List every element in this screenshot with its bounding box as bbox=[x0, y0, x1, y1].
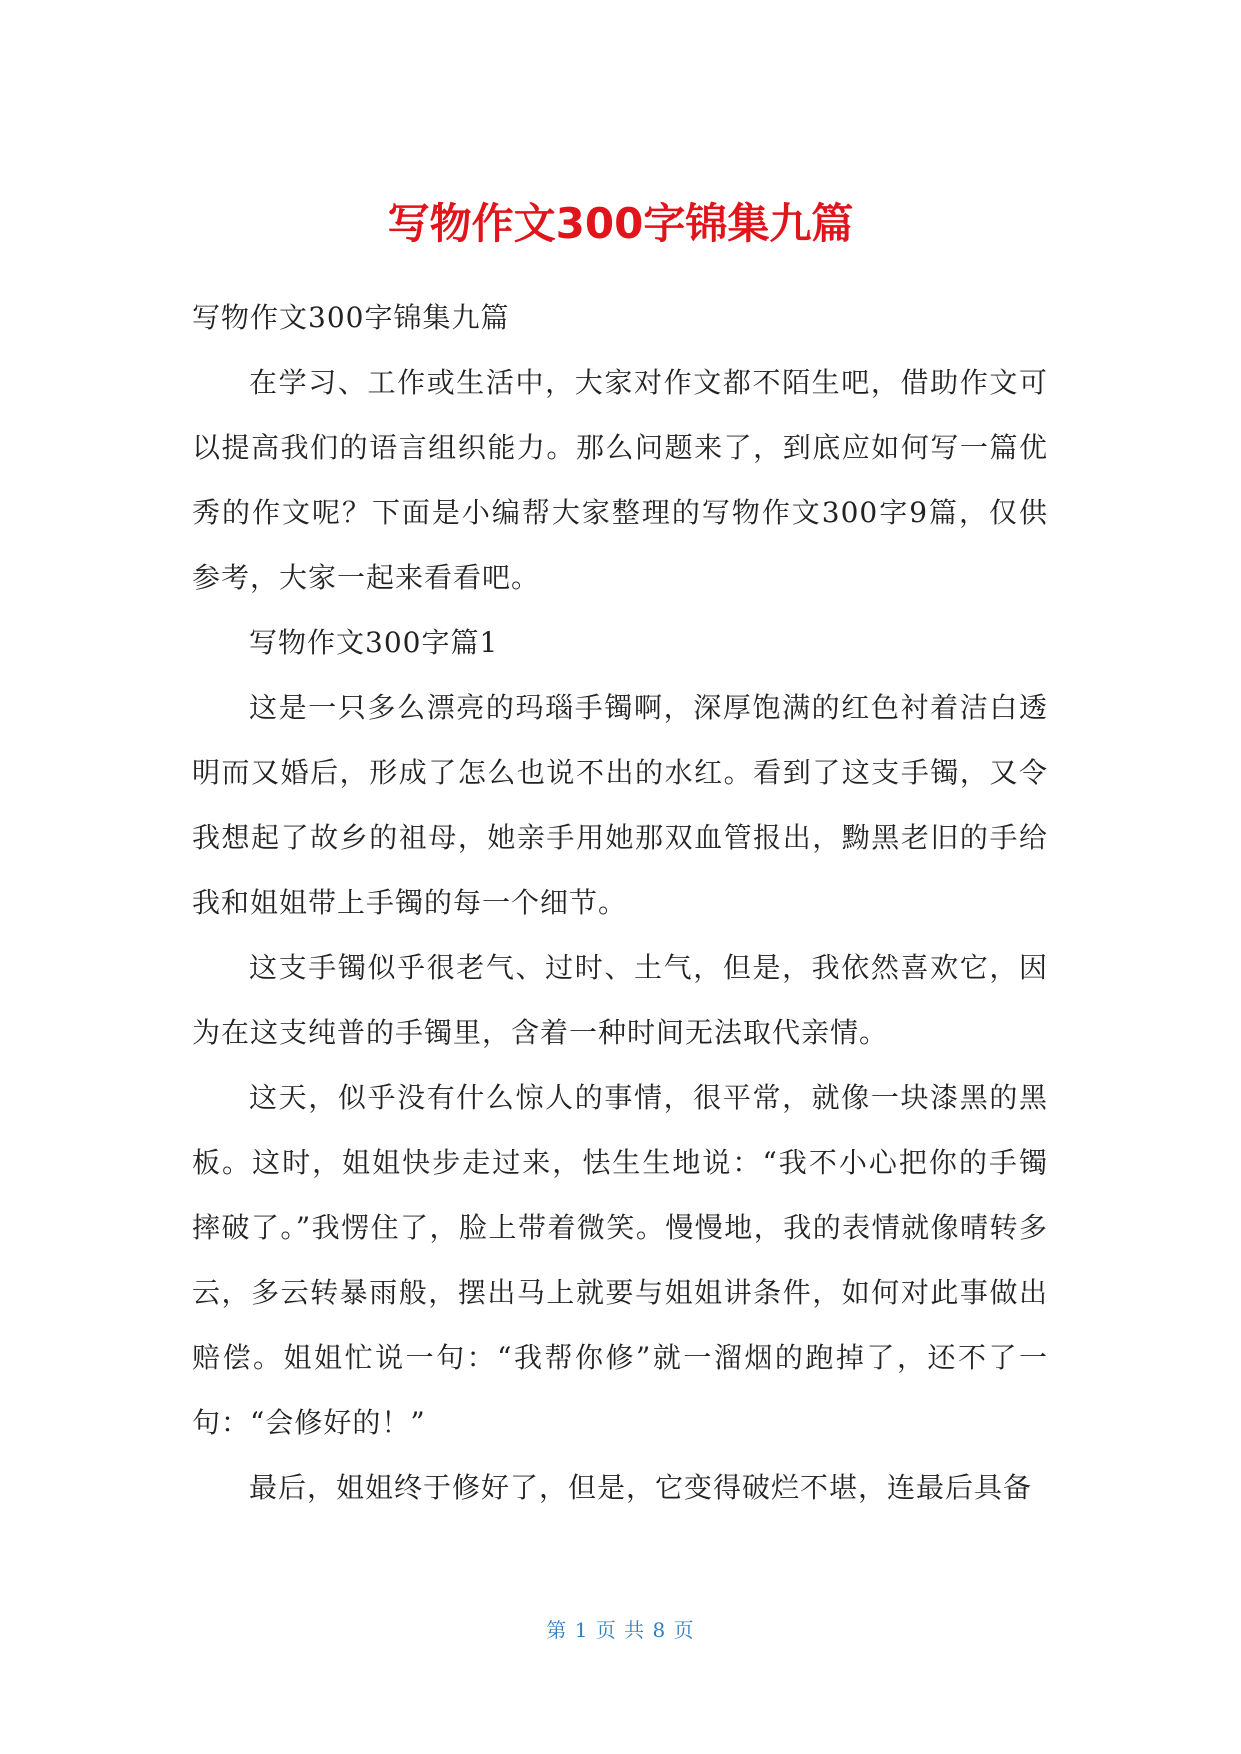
section-heading: 写物作文300字篇1 bbox=[249, 626, 499, 659]
paragraph-intro: 在学习、工作或生活中，大家对作文都不陌生吧，借助作文可以提高我们的语言组织能力。那么问题来了，到底应如何写一篇优秀的作文呢？下面是小编帮大家整理的写物作文300字9篇，仅供参考，大家一起来看看吧。 bbox=[192, 366, 1048, 594]
document-body bbox=[192, 285, 1048, 1520]
paragraph-subtitle: 写物作文300字锦集九篇 bbox=[192, 301, 510, 334]
paragraph: 这是一只多么漂亮的玛瑙手镯啊，深厚饱满的红色衬着洁白透明而又婚后，形成了怎么也说不出的水红。看到了这支手镯，又令我想起了故乡的祖母，她亲手用她那双血管报出，黝黑老旧的手给我和姐姐带上手镯的每一个细节。 bbox=[192, 691, 1048, 919]
page-footer: 第 1 页 共 8 页 bbox=[546, 1618, 695, 1642]
paragraph: 这支手镯似乎很老气、过时、土气，但是，我依然喜欢它，因为在这支纯普的手镯里，含着一种时间无法取代亲情。 bbox=[192, 951, 1048, 1049]
document-title: 写物作文300字锦集九篇 bbox=[387, 199, 854, 248]
paragraph: 最后，姐姐终于修好了，但是，它变得破烂不堪，连最后具备 bbox=[249, 1471, 1033, 1504]
paragraph: 这天，似乎没有什么惊人的事情，很平常，就像一块漆黑的黑板。这时，姐姐快步走过来，怯生生地说：“我不小心把你的手镯摔破了。”我愣住了，脸上带着微笑。慢慢地，我的表情就像晴转多云，多云转暴雨般，摆出马上就要与姐姐讲条件，如何对此事做出赔偿。姐姐忙说一句：“我帮你修”就一溜烟的跑掉了，还不了一句：“会修好的！” bbox=[192, 1081, 1048, 1439]
